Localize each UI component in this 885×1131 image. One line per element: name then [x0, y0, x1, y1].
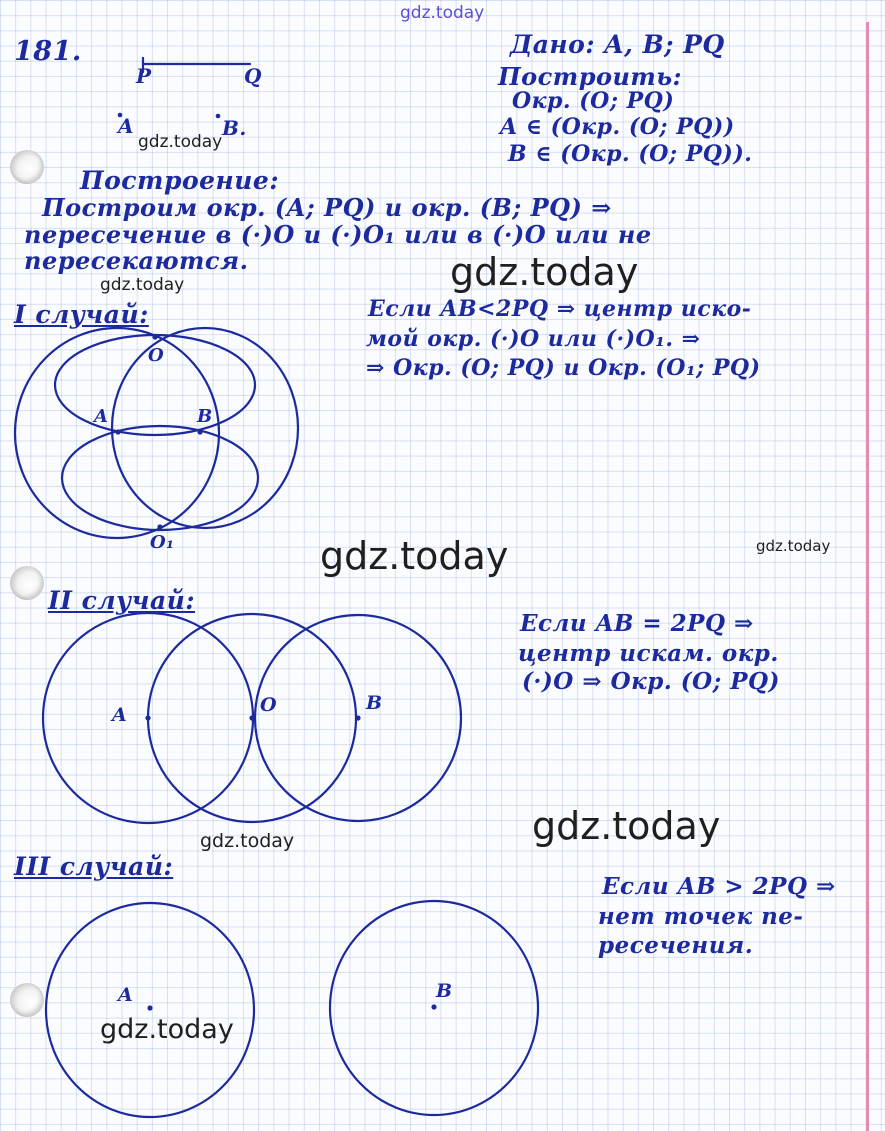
construction-heading: Построение: — [80, 166, 280, 195]
watermark-4: gdz.today — [320, 534, 509, 578]
case3-label-b: B — [436, 980, 453, 1002]
case3-point-a — [147, 1005, 152, 1010]
case1-point-b — [197, 429, 202, 434]
case3-point-b — [431, 1004, 436, 1009]
case2-text-1: Если AB = 2PQ ⇒ — [520, 610, 754, 637]
case2-point-b — [355, 715, 360, 720]
case1-text-2: мой окр. (·)O или (·)O₁. ⇒ — [366, 326, 701, 352]
case2-text-2: центр искам. окр. — [518, 640, 779, 667]
given-line-4: A ∈ (Окр. (O; PQ)) — [500, 114, 735, 140]
case2-heading: II случай: — [48, 586, 196, 615]
watermark-3: gdz.today — [100, 275, 185, 295]
watermark-6: gdz.today — [200, 830, 295, 852]
construction-line-1: Построим окр. (A; PQ) и окр. (B; PQ) ⇒ — [42, 193, 612, 222]
case3-label-a: A — [118, 984, 134, 1006]
case2-text-3: (·)O ⇒ Окр. (O; PQ) — [522, 668, 780, 695]
case3-text-3: ресечения. — [598, 932, 754, 959]
case1-label-o: O — [148, 345, 165, 366]
construction-line-3: пересекаются. — [24, 246, 249, 275]
case1-point-o1 — [157, 524, 162, 529]
watermark-2: gdz.today — [450, 250, 639, 294]
given-line-1: Дано: A, B; PQ — [510, 30, 725, 59]
construction-line-2: пересечение в (·)O и (·)O₁ или в (·)O или не — [24, 220, 652, 249]
case1-heading: I случай: — [14, 300, 149, 329]
case1-text-1: Если AB<2PQ ⇒ центр иско- — [368, 296, 752, 322]
case2-label-a: A — [112, 704, 128, 726]
watermark-1: gdz.today — [138, 132, 223, 152]
case1-point-o — [152, 334, 157, 339]
case2-label-o: O — [260, 694, 278, 716]
case3-text-2: нет точек пе- — [598, 903, 804, 930]
case1-point-a — [115, 429, 120, 434]
given-line-3: Окр. (O; PQ) — [512, 88, 675, 114]
given-line-5: B ∈ (Окр. (O; PQ)). — [508, 141, 753, 167]
point-b-dot — [216, 114, 221, 119]
given-line-2: Построить: — [498, 62, 683, 91]
problem-number: 181. — [14, 36, 82, 67]
case2-point-a — [145, 715, 150, 720]
case2-point-o — [249, 715, 254, 720]
point-b-label: B. — [222, 116, 247, 140]
case1-label-o1: O₁ — [150, 532, 175, 553]
watermark-7: gdz.today — [532, 804, 721, 848]
case1-label-b: B — [197, 406, 213, 427]
watermark-5: gdz.today — [756, 537, 831, 555]
segment-label-p: P — [136, 64, 152, 88]
case1-label-a: A — [94, 406, 109, 427]
case3-text-1: Если AB > 2PQ ⇒ — [602, 873, 836, 900]
header-watermark: gdz.today — [400, 3, 485, 23]
segment-label-q: Q — [244, 64, 262, 88]
point-a-label: A — [118, 114, 135, 138]
watermark-8: gdz.today — [100, 1014, 234, 1045]
case1-text-3: ⇒ Окр. (O; PQ) и Окр. (O₁; PQ) — [366, 355, 761, 381]
case2-label-b: B — [366, 692, 383, 714]
case3-heading: III случай: — [14, 852, 174, 881]
